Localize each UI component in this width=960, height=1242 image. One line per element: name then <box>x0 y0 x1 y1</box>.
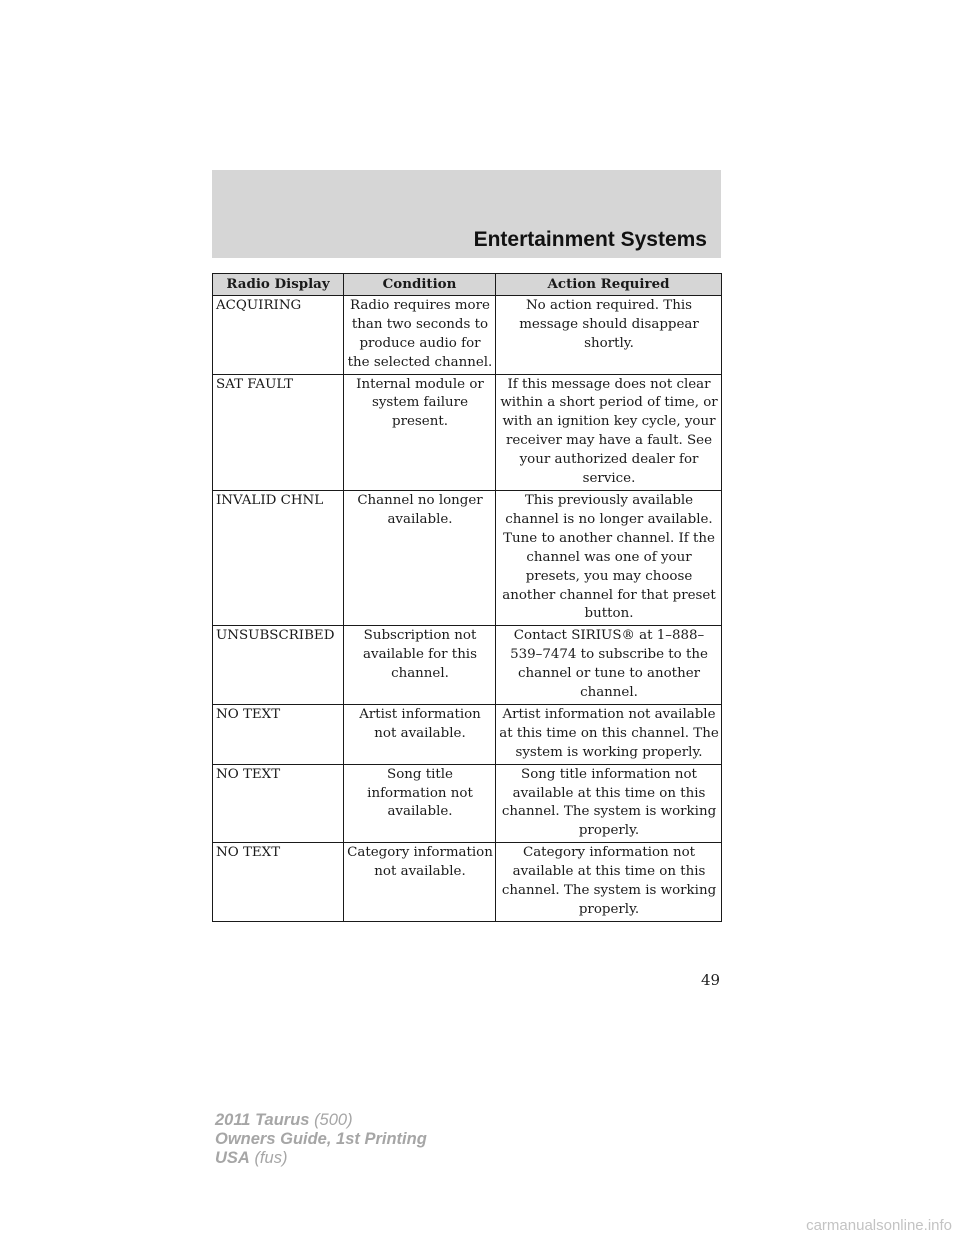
action-cell: Song title information not available at this time on this channel. The system is working properly. <box>496 764 722 843</box>
condition-cell: Channel no longer available. <box>344 490 496 625</box>
condition-cell: Artist information not available. <box>344 704 496 764</box>
radio-display-cell: ACQUIRING <box>213 295 344 374</box>
table-row <box>213 295 722 374</box>
condition-cell: Radio requires more than two seconds to produce audio for the selected channel. <box>344 295 496 374</box>
action-cell: This previously available channel is no longer available. Tune to another channel. If the channel was one of your presets, you may choose another channel for that preset button. <box>496 490 722 625</box>
condition-cell: Internal module or system failure present. <box>344 374 496 490</box>
footer-model: 2011 Taurus <box>215 1111 310 1129</box>
radio-display-cell: NO TEXT <box>213 843 344 922</box>
column-header-condition: Condition <box>344 274 496 296</box>
table-row <box>213 764 722 843</box>
radio-display-cell: NO TEXT <box>213 764 344 843</box>
table-header-row <box>213 274 722 296</box>
footer-line-model <box>215 1111 427 1130</box>
action-cell: Artist information not available at this time on this channel. The system is working properly. <box>496 704 722 764</box>
table-row <box>213 626 722 705</box>
footer-region-code: (fus) <box>254 1149 288 1167</box>
table-row <box>213 704 722 764</box>
action-cell: If this message does not clear within a short period of time, or with an ignition key cycle, your receiver may have a fault. See your authorized dealer for service. <box>496 374 722 490</box>
table-row <box>213 843 722 922</box>
print-footer <box>215 1111 427 1168</box>
footer-model-code: (500) <box>314 1111 353 1129</box>
column-header-action-required: Action Required <box>496 274 722 296</box>
action-cell: Category information not available at this time on this channel. The system is working properly. <box>496 843 722 922</box>
footer-guide: Owners Guide, 1st Printing <box>215 1130 427 1148</box>
condition-cell: Subscription not available for this channel. <box>344 626 496 705</box>
radio-display-cell: INVALID CHNL <box>213 490 344 625</box>
radio-display-cell: SAT FAULT <box>213 374 344 490</box>
column-header-radio-display: Radio Display <box>213 274 344 296</box>
radio-display-table <box>212 273 722 922</box>
section-header-band <box>212 170 721 258</box>
page-number: 49 <box>701 971 721 989</box>
watermark-link[interactable]: carmanualsonline.info <box>806 1217 952 1234</box>
action-cell: Contact SIRIUS® at 1–888–539–7474 to subscribe to the channel or tune to another channel. <box>496 626 722 705</box>
table-row <box>213 374 722 490</box>
section-title: Entertainment Systems <box>473 228 707 251</box>
action-cell: No action required. This message should disappear shortly. <box>496 295 722 374</box>
condition-cell: Song title information not available. <box>344 764 496 843</box>
footer-region: USA <box>215 1149 250 1167</box>
table-row <box>213 490 722 625</box>
footer-line-region <box>215 1149 427 1168</box>
radio-display-cell: UNSUBSCRIBED <box>213 626 344 705</box>
footer-line-guide <box>215 1130 427 1149</box>
condition-cell: Category information not available. <box>344 843 496 922</box>
radio-display-cell: NO TEXT <box>213 704 344 764</box>
